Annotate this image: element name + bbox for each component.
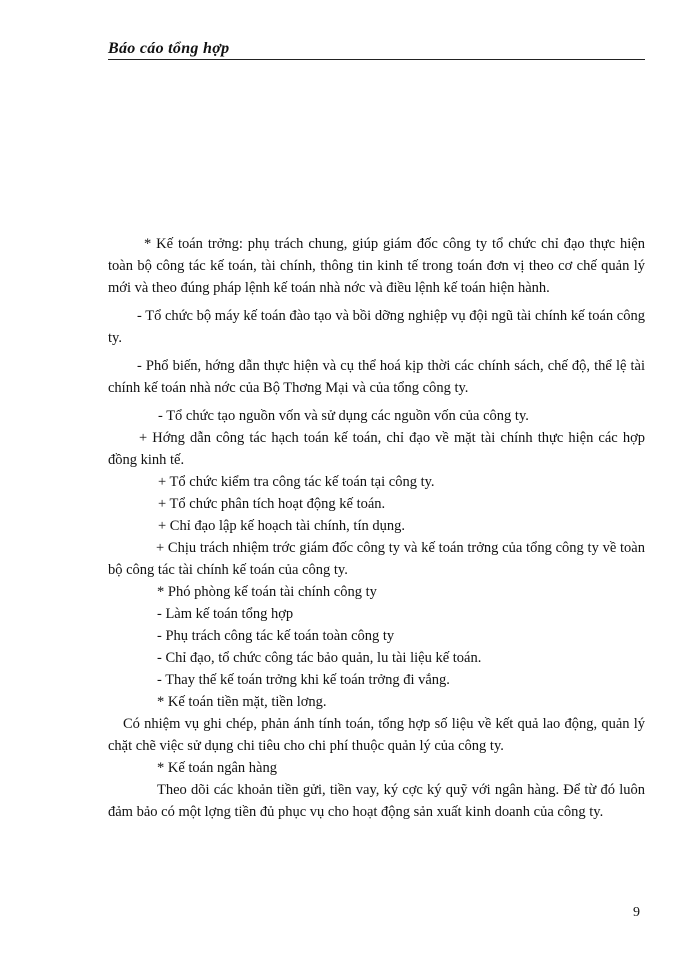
header-title: Báo cáo tổng hợp	[108, 40, 230, 57]
paragraph-organize-staff: - Tổ chức bộ máy kế toán đào tạo và bồi dỡng nghiệp vụ đội ngũ tài chính kế toán công ty.	[108, 308, 645, 346]
document-body	[108, 233, 645, 823]
list-item-planning: + Chỉ đạo lập kế hoạch tài chính, tín dụng.	[158, 518, 405, 534]
list-item-records-storage: - Chỉ đạo, tổ chức công tác bảo quản, lu tài liệu kế toán.	[157, 650, 482, 666]
header-rule	[108, 59, 645, 60]
list-item-substitute: - Thay thế kế toán trởng khi kế toán trởng đi vắng.	[157, 672, 450, 688]
list-item-inspection: + Tổ chức kiểm tra công tác kế toán tại công ty.	[158, 474, 435, 490]
page-header	[108, 40, 645, 58]
paragraph-disseminate-policies: - Phổ biến, hớng dẫn thực hiện và cụ thể hoá kịp thời các chính sách, chế độ, thể lệ tài chính kế toán nhà nớc của Bộ Thơng Mại và của tổng công ty.	[108, 358, 645, 396]
list-item-analysis: + Tổ chức phân tích hoạt động kế toán.	[158, 496, 386, 512]
heading-bank-accounting: * Kế toán ngân hàng	[157, 760, 277, 776]
paragraph-responsibility: + Chịu trách nhiệm trớc giám đốc công ty và kế toán trởng của tổng công ty về toàn bộ công tác tài chính kế toán của công ty.	[108, 540, 645, 578]
paragraph-capital-sources: - Tổ chức tạo nguồn vốn và sử dụng các nguồn vốn của công ty.	[158, 408, 529, 424]
list-item-company-accounting: - Phụ trách công tác kế toán toàn công ty	[157, 628, 395, 644]
paragraph-chief-accountant: * Kế toán trởng: phụ trách chung, giúp giám đốc công ty tổ chức chỉ đạo thực hiện toàn bộ công tác kế toán, tài chính, thông tin kinh tế trong toán đơn vị theo cơ chế quản lý mới và theo đúng pháp lệnh kế toán nhà nớc và điều lệnh kế toán hiện hành.	[108, 236, 645, 296]
heading-deputy-head: * Phó phòng kế toán tài chính công ty	[157, 584, 377, 600]
heading-cash-payroll: * Kế toán tiền mặt, tiền lơng.	[157, 694, 327, 710]
paragraph-cash-payroll-duties: Có nhiệm vụ ghi chép, phản ánh tính toán, tổng hợp số liệu về kết quả lao động, quản lý chặt chẽ việc sử dụng chi tiêu cho chi phí thuộc quản lý của công ty.	[108, 716, 645, 754]
paragraph-bank-duties: Theo dõi các khoản tiền gửi, tiền vay, ký cợc ký quỹ với ngân hàng. Để từ đó luôn đảm bảo có một lợng tiền đủ phục vụ cho hoạt động sản xuất kinh doanh của công ty.	[108, 782, 645, 820]
list-item-general-accounting: - Làm kế toán tổng hợp	[157, 606, 294, 622]
page-number: 9	[633, 905, 640, 920]
paragraph-guide-accounting: + Hớng dẫn công tác hạch toán kế toán, chỉ đạo về mặt tài chính thực hiện các hợp đồng kinh tế.	[108, 430, 645, 468]
